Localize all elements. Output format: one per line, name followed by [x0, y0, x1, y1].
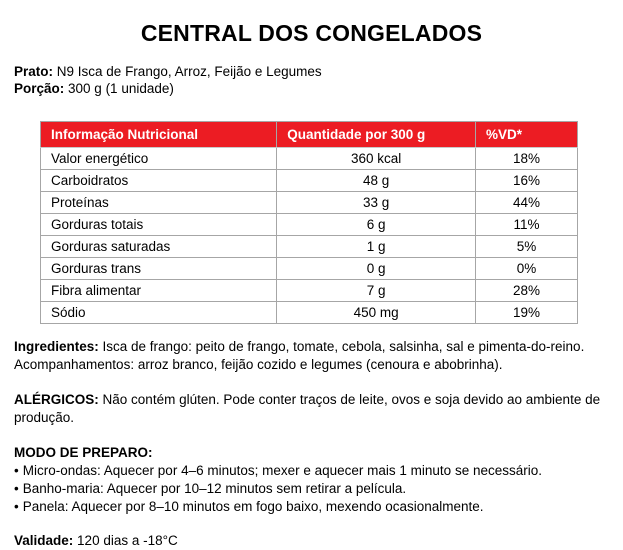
preparation-step: Micro-ondas: Aquecer por 4–6 minutos; mexer e aquecer mais 1 minuto se necessário.: [22, 463, 542, 478]
preparation-step: Banho-maria: Aquecer por 10–12 minutos sem retirar a película.: [22, 481, 407, 496]
portion-line: [14, 80, 609, 97]
nutrient-vd: 18%: [475, 148, 577, 170]
nutrient-vd: 5%: [475, 236, 577, 258]
nutrient-quantity: 0 g: [277, 258, 476, 280]
nutrient-quantity: 7 g: [277, 280, 476, 302]
nutrient-name: Proteínas: [41, 192, 277, 214]
table-row: [41, 214, 578, 236]
nutrient-quantity: 1 g: [277, 236, 476, 258]
nutrient-vd: 44%: [475, 192, 577, 214]
portion-value: 300 g (1 unidade): [68, 81, 174, 96]
nutrient-name: Valor energético: [41, 148, 277, 170]
preparation-list: [14, 462, 614, 516]
table-row: [41, 302, 578, 324]
allergens-section: [14, 391, 614, 427]
ingredients-text: Isca de frango: peito de frango, tomate, cebola, salsinha, sal e pimenta-do-reino. Acompanhamentos: arroz branco, feijão cozido e legumes (cenoura e abobrinha).: [14, 339, 585, 372]
nutrient-name: Fibra alimentar: [41, 280, 277, 302]
ingredients-label: Ingredientes:: [14, 339, 99, 354]
preparation-step: Panela: Aquecer por 8–10 minutos em fogo baixo, mexendo ocasionalmente.: [22, 499, 484, 514]
nutrient-vd: 28%: [475, 280, 577, 302]
page-title: CENTRAL DOS CONGELADOS: [140, 20, 483, 46]
nutrient-quantity: 33 g: [277, 192, 476, 214]
validity-value: 120 dias a -18°C: [77, 533, 178, 548]
table-row: [41, 280, 578, 302]
preparation-label: MODO DE PREPARO:: [14, 445, 153, 460]
dish-value: N9 Isca de Frango, Arroz, Feijão e Legumes: [56, 64, 322, 79]
dish-line: [14, 63, 609, 80]
nutrient-vd: 19%: [475, 302, 577, 324]
header-quantidade: Quantidade por 300 g: [277, 122, 476, 148]
table-row: [41, 258, 578, 280]
allergens-text: Não contém glúten. Pode conter traços de leite, ovos e soja devido ao ambiente de produção.: [14, 392, 601, 425]
list-item: [14, 462, 614, 480]
portion-label: Porção:: [14, 81, 65, 96]
nutrient-name: Gorduras totais: [41, 214, 277, 236]
nutrient-quantity: 360 kcal: [277, 148, 476, 170]
nutrition-table: [40, 121, 578, 324]
list-item: [14, 498, 614, 516]
nutrient-name: Gorduras trans: [41, 258, 277, 280]
nutrient-quantity: 48 g: [277, 170, 476, 192]
table-row: [41, 148, 578, 170]
bullet-icon: •: [14, 499, 19, 514]
header-info-nutricional: Informação Nutricional: [41, 122, 277, 148]
ingredients-section: [14, 338, 614, 374]
nutrient-vd: 16%: [475, 170, 577, 192]
nutrient-name: Gorduras saturadas: [41, 236, 277, 258]
bullet-icon: •: [14, 481, 19, 496]
list-item: [14, 480, 614, 498]
nutrition-table-container: [40, 121, 609, 324]
bullet-icon: •: [14, 463, 19, 478]
nutrient-vd: 0%: [475, 258, 577, 280]
preparation-section: [14, 444, 614, 516]
dish-label: Prato:: [14, 64, 54, 79]
nutrient-name: Carboidratos: [41, 170, 277, 192]
header-vd: %VD*: [475, 122, 577, 148]
nutrient-vd: 11%: [475, 214, 577, 236]
allergens-label: ALÉRGICOS:: [14, 392, 99, 407]
table-row: [41, 236, 578, 258]
table-row: [41, 192, 578, 214]
table-row: [41, 170, 578, 192]
validity-section: [14, 532, 609, 550]
nutrition-table-header-row: [41, 122, 578, 148]
nutrient-quantity: 6 g: [277, 214, 476, 236]
validity-label: Validade:: [14, 533, 74, 548]
nutrient-quantity: 450 mg: [277, 302, 476, 324]
nutrient-name: Sódio: [41, 302, 277, 324]
